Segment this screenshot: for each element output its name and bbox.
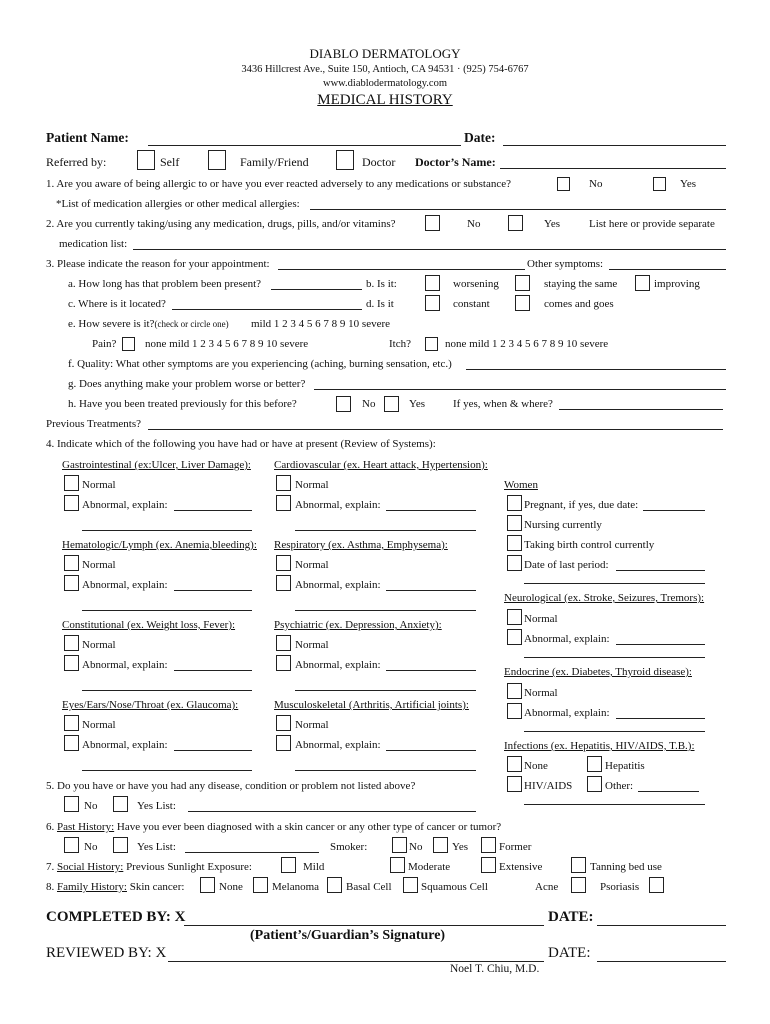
- hepatitis-checkbox[interactable]: [587, 756, 602, 772]
- last-period-label: Date of last period:: [524, 559, 609, 571]
- reviewed-date-label: DATE:: [548, 945, 591, 961]
- reviewed-by-label: REVIEWED BY: X: [46, 945, 167, 961]
- fam-psoriasis-checkbox[interactable]: [649, 877, 664, 893]
- neuro-abnormal-label: Abnormal, explain:: [524, 633, 610, 645]
- improving-label: improving: [654, 278, 700, 290]
- reviewed-signature-field[interactable]: [168, 961, 544, 962]
- q1-no-label: No: [589, 178, 603, 190]
- hiv-label: HIV/AIDS: [524, 780, 573, 792]
- resp-abnormal-checkbox[interactable]: [276, 575, 291, 591]
- infect-other-field-2[interactable]: [524, 804, 705, 805]
- smoker-label: Smoker:: [330, 841, 368, 853]
- itch-checkbox[interactable]: [425, 337, 438, 351]
- pregnant-due-field[interactable]: [643, 510, 705, 511]
- last-period-checkbox[interactable]: [507, 555, 522, 571]
- q8-num: 8.: [46, 881, 55, 893]
- referred-self-label: Self: [160, 155, 180, 169]
- const-heading: Constitutional (ex. Weight loss, Fever):: [62, 619, 236, 631]
- heme-normal-label: Normal: [82, 559, 116, 571]
- q2-yes-checkbox[interactable]: [508, 215, 523, 231]
- q2-note: List here or provide separate: [589, 218, 715, 230]
- cardio-normal-label: Normal: [295, 479, 329, 491]
- gi-normal-label: Normal: [82, 479, 116, 491]
- musc-explain-field-2[interactable]: [295, 770, 476, 771]
- endo-explain-field-2[interactable]: [524, 731, 705, 732]
- sun-mild-checkbox[interactable]: [281, 857, 296, 873]
- fam-basal-checkbox[interactable]: [327, 877, 342, 893]
- infect-other-checkbox[interactable]: [587, 776, 602, 792]
- ent-heading: Eyes/Ears/Nose/Throat (ex. Glaucoma):: [62, 699, 239, 711]
- musc-abnormal-checkbox[interactable]: [276, 735, 291, 751]
- q5-text: 5. Do you have or have you had any disease, condition or problem not listed above?: [46, 780, 416, 792]
- q2-no-label: No: [467, 218, 481, 230]
- referred-family-label: Family/Friend: [240, 155, 309, 169]
- q6-num: 6.: [46, 821, 55, 833]
- completed-date-label: DATE:: [548, 909, 594, 925]
- prev-treatments-field[interactable]: [148, 429, 723, 430]
- q3-reason-field[interactable]: [278, 269, 525, 270]
- psych-abnormal-checkbox[interactable]: [276, 655, 291, 671]
- musc-normal-checkbox[interactable]: [276, 715, 291, 731]
- resp-normal-checkbox[interactable]: [276, 555, 291, 571]
- gi-heading: Gastrointestinal (ex:Ulcer, Liver Damage):: [62, 459, 251, 471]
- neuro-heading: Neurological (ex. Stroke, Seizures, Tremors):: [504, 592, 705, 604]
- heme-explain-field-2[interactable]: [82, 610, 252, 611]
- sun-extensive-checkbox[interactable]: [481, 857, 496, 873]
- clinic-name: DIABLO DERMATOLOGY: [309, 46, 461, 61]
- pain-label: Pain?: [92, 338, 117, 350]
- gi-normal-checkbox[interactable]: [64, 475, 79, 491]
- clinic-website: www.diablodermatology.com: [322, 78, 448, 89]
- q2-list-field[interactable]: [133, 249, 726, 250]
- psych-heading: Psychiatric (ex. Depression, Anxiety):: [274, 619, 442, 631]
- itch-label: Itch?: [389, 338, 411, 350]
- q3-other-field[interactable]: [609, 269, 726, 270]
- heme-explain-field[interactable]: [174, 590, 252, 591]
- reviewing-doctor: Noel T. Chiu, M.D.: [450, 963, 540, 975]
- q8-label: Family History:: [57, 881, 127, 893]
- const-explain-field-2[interactable]: [82, 690, 252, 691]
- psych-explain-field[interactable]: [386, 670, 476, 671]
- referred-doctor-label: Doctor: [362, 155, 396, 169]
- pregnant-label: Pregnant, if yes, due date:: [524, 499, 639, 511]
- q6-line: [46, 822, 501, 833]
- q5-yes-label: Yes List:: [137, 800, 176, 812]
- fam-psoriasis-label: Psoriasis: [600, 881, 640, 893]
- q3g-field[interactable]: [314, 389, 726, 390]
- comes-goes-checkbox[interactable]: [515, 295, 530, 311]
- doctors-name-label: Doctor’s Name:: [415, 155, 496, 169]
- q3a-field[interactable]: [271, 289, 362, 290]
- psych-normal-label: Normal: [295, 639, 329, 651]
- q3h-yes-label: Yes: [409, 398, 426, 410]
- pain-checkbox[interactable]: [122, 337, 135, 351]
- constant-checkbox[interactable]: [425, 295, 440, 311]
- q6-yes-checkbox[interactable]: [113, 837, 128, 853]
- q3e-label: e. How severe is it?: [68, 318, 155, 330]
- const-abnormal-checkbox[interactable]: [64, 655, 79, 671]
- const-explain-field[interactable]: [174, 670, 252, 671]
- resp-heading: Respiratory (ex. Asthma, Emphysema):: [274, 539, 448, 551]
- smoker-yes-checkbox[interactable]: [433, 837, 448, 853]
- resp-abnormal-label: Abnormal, explain:: [295, 579, 381, 591]
- q5-no-checkbox[interactable]: [64, 796, 79, 812]
- ent-explain-field[interactable]: [174, 750, 252, 751]
- q7-label: Social History:: [57, 861, 124, 873]
- smoker-yes-label: Yes: [452, 841, 469, 853]
- comes-goes-label: comes and goes: [544, 298, 614, 310]
- q3d-text: d. Is it: [366, 298, 394, 310]
- date-label: Date:: [464, 130, 496, 145]
- endo-heading: Endocrine (ex. Diabetes, Thyroid disease):: [504, 666, 692, 678]
- patient-name-field[interactable]: [148, 145, 461, 146]
- worsening-checkbox[interactable]: [425, 275, 440, 291]
- referred-family-checkbox[interactable]: [208, 150, 226, 170]
- neuro-normal-checkbox[interactable]: [507, 609, 522, 625]
- musc-explain-field[interactable]: [386, 750, 476, 751]
- q8-text: Skin cancer:: [129, 881, 185, 893]
- sun-mild-label: Mild: [303, 861, 325, 873]
- q2-text: 2. Are you currently taking/using any medication, drugs, pills, and/or vitamins?: [46, 218, 396, 230]
- resp-normal-label: Normal: [295, 559, 329, 571]
- neuro-normal-label: Normal: [524, 613, 558, 625]
- ent-explain-field-2[interactable]: [82, 770, 252, 771]
- q7-line: [46, 862, 252, 873]
- resp-explain-field-2[interactable]: [295, 610, 476, 611]
- smoker-no-checkbox[interactable]: [392, 837, 407, 853]
- const-normal-label: Normal: [82, 639, 116, 651]
- cardio-abnormal-checkbox[interactable]: [276, 495, 291, 511]
- q1-yes-checkbox[interactable]: [653, 177, 666, 191]
- completed-by-label: COMPLETED BY: X: [46, 909, 186, 925]
- q4-text: 4. Indicate which of the following you have had or have at present (Review of Systems):: [46, 438, 436, 450]
- referred-doctor-checkbox[interactable]: [336, 150, 354, 170]
- doctors-name-field[interactable]: [500, 168, 726, 169]
- q6-yes-label: Yes List:: [137, 841, 176, 853]
- women-heading: Women: [504, 479, 538, 491]
- endo-normal-checkbox[interactable]: [507, 683, 522, 699]
- infect-none-label: None: [524, 760, 548, 772]
- endo-normal-label: Normal: [524, 687, 558, 699]
- q2-yes-label: Yes: [544, 218, 561, 230]
- q7-text: Previous Sunlight Exposure:: [126, 861, 252, 873]
- fam-none-checkbox[interactable]: [200, 877, 215, 893]
- infect-none-checkbox[interactable]: [507, 756, 522, 772]
- worsening-label: worsening: [453, 278, 499, 290]
- q6-no-checkbox[interactable]: [64, 837, 79, 853]
- q2-list-label: medication list:: [59, 238, 128, 250]
- ent-abnormal-checkbox[interactable]: [64, 735, 79, 751]
- birth-control-label: Taking birth control currently: [524, 539, 655, 551]
- cardio-heading: Cardiovascular (ex. Heart attack, Hypertension):: [274, 459, 488, 471]
- fam-squamous-checkbox[interactable]: [403, 877, 418, 893]
- q1-no-checkbox[interactable]: [557, 177, 570, 191]
- last-period-field-2[interactable]: [524, 583, 705, 584]
- cardio-normal-checkbox[interactable]: [276, 475, 291, 491]
- staying-checkbox[interactable]: [515, 275, 530, 291]
- ent-normal-checkbox[interactable]: [64, 715, 79, 731]
- q3h-where-label: If yes, when & where?: [453, 398, 553, 410]
- sun-moderate-checkbox[interactable]: [390, 857, 405, 873]
- q3h-yes-checkbox[interactable]: [384, 396, 399, 412]
- heme-heading: Hematologic/Lymph (ex. Anemia,bleeding):: [62, 539, 257, 551]
- completed-date-field[interactable]: [597, 925, 726, 926]
- ent-normal-label: Normal: [82, 719, 116, 731]
- q3h-no-checkbox[interactable]: [336, 396, 351, 412]
- patient-name-label: Patient Name:: [46, 130, 129, 145]
- referred-label: Referred by:: [46, 155, 107, 169]
- q1-yes-label: Yes: [680, 178, 697, 190]
- q3h-text: h. Have you been treated previously for this before?: [68, 398, 297, 410]
- fam-basal-label: Basal Cell: [346, 881, 392, 893]
- q5-yes-checkbox[interactable]: [113, 796, 128, 812]
- hepatitis-label: Hepatitis: [605, 760, 645, 772]
- gi-explain-field[interactable]: [174, 510, 252, 511]
- constant-label: constant: [453, 298, 490, 310]
- q2-no-checkbox[interactable]: [425, 215, 440, 231]
- smoker-former-checkbox[interactable]: [481, 837, 496, 853]
- q3e-note: (check or circle one): [154, 319, 229, 329]
- q5-no-label: No: [84, 800, 98, 812]
- q1-list-label: *List of medication allergies or other medical allergies:: [56, 198, 300, 210]
- clinic-address: 3436 Hillcrest Ave., Suite 150, Antioch, CA 94531 · (925) 754-6767: [241, 64, 529, 75]
- neuro-abnormal-checkbox[interactable]: [507, 629, 522, 645]
- q3h-where-field[interactable]: [559, 409, 723, 410]
- q3f-field[interactable]: [466, 369, 726, 370]
- completed-signature-field[interactable]: [184, 925, 544, 926]
- psych-abnormal-label: Abnormal, explain:: [295, 659, 381, 671]
- endo-abnormal-label: Abnormal, explain:: [524, 707, 610, 719]
- date-field[interactable]: [503, 145, 726, 146]
- psych-explain-field-2[interactable]: [295, 690, 476, 691]
- birth-control-checkbox[interactable]: [507, 535, 522, 551]
- pregnant-checkbox[interactable]: [507, 495, 522, 511]
- endo-explain-field[interactable]: [616, 718, 705, 719]
- fam-melanoma-label: Melanoma: [272, 881, 320, 893]
- cardio-abnormal-label: Abnormal, explain:: [295, 499, 381, 511]
- endo-abnormal-checkbox[interactable]: [507, 703, 522, 719]
- q3c-field[interactable]: [172, 309, 362, 310]
- neuro-explain-field-2[interactable]: [524, 657, 705, 658]
- musc-abnormal-label: Abnormal, explain:: [295, 739, 381, 751]
- nursing-label: Nursing currently: [524, 519, 602, 531]
- infect-heading: Infections (ex. Hepatitis, HIV/AIDS, T.B.):: [504, 740, 695, 752]
- resp-explain-field[interactable]: [386, 590, 476, 591]
- form-title: MEDICAL HISTORY: [317, 92, 453, 108]
- smoker-former-label: Former: [499, 841, 532, 853]
- infect-other-label: Other:: [605, 780, 634, 792]
- staying-label: staying the same: [544, 278, 618, 290]
- psych-normal-checkbox[interactable]: [276, 635, 291, 651]
- ent-abnormal-label: Abnormal, explain:: [82, 739, 168, 751]
- q1-text: 1. Are you aware of being allergic to or have you ever reacted adversely to any medications or substance?: [46, 178, 511, 190]
- signature-caption: (Patient’s/Guardian’s Signature): [250, 928, 446, 943]
- fam-acne-checkbox[interactable]: [571, 877, 586, 893]
- q3e-text: [68, 319, 229, 330]
- const-normal-checkbox[interactable]: [64, 635, 79, 651]
- fam-acne-label: Acne: [535, 881, 559, 893]
- musc-normal-label: Normal: [295, 719, 329, 731]
- nursing-checkbox[interactable]: [507, 515, 522, 531]
- q7-num: 7.: [46, 861, 55, 873]
- q1-list-field[interactable]: [310, 209, 726, 210]
- cardio-explain-field[interactable]: [386, 510, 476, 511]
- smoker-no-label: No: [409, 841, 423, 853]
- fam-melanoma-checkbox[interactable]: [253, 877, 268, 893]
- cardio-explain-field-2[interactable]: [295, 530, 476, 531]
- pain-scale: none mild 1 2 3 4 5 6 7 8 9 10 severe: [145, 338, 309, 350]
- tanning-checkbox[interactable]: [571, 857, 586, 873]
- heme-normal-checkbox[interactable]: [64, 555, 79, 571]
- q3-other-label: Other symptoms:: [527, 258, 604, 270]
- heme-abnormal-label: Abnormal, explain:: [82, 579, 168, 591]
- q3e-scale: mild 1 2 3 4 5 6 7 8 9 10 severe: [251, 318, 391, 330]
- q3c-text: c. Where is it located?: [68, 298, 166, 310]
- q6-list-field[interactable]: [185, 852, 319, 853]
- q3h-no-label: No: [362, 398, 376, 410]
- last-period-field[interactable]: [616, 570, 705, 571]
- q3a-text: a. How long has that problem been present?: [68, 278, 262, 290]
- q5-list-field[interactable]: [188, 811, 476, 812]
- q3b-text: b. Is it:: [366, 278, 397, 290]
- improving-checkbox[interactable]: [635, 275, 650, 291]
- q6-text: Have you ever been diagnosed with a skin cancer or any other type of cancer or tumor?: [116, 821, 502, 833]
- sun-moderate-label: Moderate: [408, 861, 451, 873]
- q3g-text: g. Does anything make your problem worse or better?: [68, 378, 306, 390]
- hiv-checkbox[interactable]: [507, 776, 522, 792]
- fam-squamous-label: Squamous Cell: [421, 881, 488, 893]
- const-abnormal-label: Abnormal, explain:: [82, 659, 168, 671]
- q6-no-label: No: [84, 841, 98, 853]
- q3f-text: f. Quality: What other symptoms are you experiencing (aching, burning sensation, etc.): [68, 358, 452, 370]
- q8-line: [46, 882, 184, 893]
- heme-abnormal-checkbox[interactable]: [64, 575, 79, 591]
- gi-explain-field-2[interactable]: [82, 530, 252, 531]
- infect-other-field[interactable]: [638, 791, 699, 792]
- reviewed-date-field[interactable]: [597, 961, 726, 962]
- referred-self-checkbox[interactable]: [137, 150, 155, 170]
- sun-extensive-label: Extensive: [499, 861, 543, 873]
- gi-abnormal-checkbox[interactable]: [64, 495, 79, 511]
- prev-treatments-label: Previous Treatments?: [46, 418, 142, 430]
- q3-text: 3. Please indicate the reason for your appointment:: [46, 258, 270, 270]
- gi-abnormal-label: Abnormal, explain:: [82, 499, 168, 511]
- musc-heading: Musculoskeletal (Arthritis, Artificial joints):: [274, 699, 469, 711]
- itch-scale: none mild 1 2 3 4 5 6 7 8 9 10 severe: [445, 338, 609, 350]
- tanning-label: Tanning bed use: [590, 861, 662, 873]
- fam-none-label: None: [219, 881, 243, 893]
- neuro-explain-field[interactable]: [616, 644, 705, 645]
- q6-label: Past History:: [57, 821, 115, 833]
